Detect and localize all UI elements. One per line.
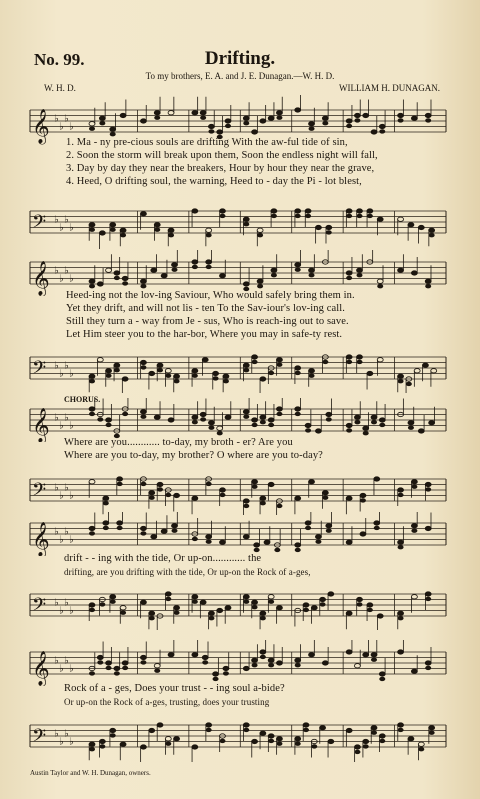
flat-icon: ♭ xyxy=(54,728,59,740)
flat-icon: ♭ xyxy=(54,113,59,125)
flat-icon: ♭ xyxy=(59,605,64,617)
chorus-line-1-top: Where are you............ to-day, my broth - er? Are you xyxy=(64,437,293,448)
flat-icon: ♭ xyxy=(54,265,59,277)
treble-clef-icon: 𝄞 xyxy=(32,109,50,144)
treble-staff-5 xyxy=(0,640,480,686)
bass-clef-icon: 𝄢 xyxy=(32,358,47,383)
bass-clef-icon: 𝄢 xyxy=(32,726,47,751)
flat-icon: ♭ xyxy=(59,663,64,675)
verse-4-line-2: Let Him steer you to the har-bor, Where you may in safe-ty rest. xyxy=(66,329,343,340)
flat-icon: ♭ xyxy=(64,113,69,125)
notes xyxy=(89,723,435,762)
treble-clef-icon: 𝄞 xyxy=(32,261,50,296)
verse-3-line-2: Still they turn a - way from Je - sus, Who is reach-ing out to save. xyxy=(66,316,349,327)
verse-1-line-2: Heed-ing not the lov-ing Saviour, Who would safely bring them in. xyxy=(66,290,355,301)
flat-icon: ♭ xyxy=(64,655,69,667)
flat-icon: ♭ xyxy=(59,273,64,285)
flat-icon: ♭ xyxy=(64,482,69,494)
flat-icon: ♭ xyxy=(64,526,69,538)
flat-icon: ♭ xyxy=(64,412,69,424)
flat-icon: ♭ xyxy=(59,368,64,380)
flat-icon: ♭ xyxy=(69,368,74,380)
words-credit: W. H. D. xyxy=(44,83,76,93)
bass-clef-icon: 𝄢 xyxy=(32,480,47,505)
chorus-line-1-bottom: Where are you to-day, my brother? O where are you to-day? xyxy=(64,450,323,461)
flat-icon: ♭ xyxy=(69,222,74,234)
treble-staff-3 xyxy=(0,398,480,442)
treble-staff-4 xyxy=(0,512,480,556)
flat-icon: ♭ xyxy=(69,534,74,546)
flat-icon: ♭ xyxy=(59,420,64,432)
notes xyxy=(89,592,431,630)
hymn-title: Drifting. xyxy=(204,48,276,69)
flat-icon: ♭ xyxy=(69,121,74,133)
flat-icon: ♭ xyxy=(59,490,64,502)
flat-icon: ♭ xyxy=(64,597,69,609)
notes xyxy=(89,512,431,552)
flat-icon: ♭ xyxy=(64,360,69,372)
music-credit: WILLIAM H. DUNAGAN. xyxy=(339,83,440,93)
notes xyxy=(89,209,435,249)
verse-2-line-1: 2. Soon the storm will break upon them, Soon the endless night will fall, xyxy=(66,150,378,161)
bass-clef-icon: 𝄢 xyxy=(32,595,47,620)
treble-clef-icon: 𝄞 xyxy=(32,408,50,442)
bass-staff-4 xyxy=(0,580,480,630)
flat-icon: ♭ xyxy=(69,490,74,502)
flat-icon: ♭ xyxy=(59,222,64,234)
flat-icon: ♭ xyxy=(59,121,64,133)
bass-staff-2 xyxy=(0,343,480,393)
flat-icon: ♭ xyxy=(54,526,59,538)
notes xyxy=(89,95,431,139)
flat-icon: ♭ xyxy=(54,655,59,667)
verse-4-line-1: 4. Heed, O drifting soul, the warning, Heed to - day the Pi - lot blest, xyxy=(66,176,362,187)
bass-staff-3 xyxy=(0,465,480,515)
bass-clef-icon: 𝄢 xyxy=(32,212,47,237)
notes xyxy=(89,640,431,681)
flat-icon: ♭ xyxy=(59,736,64,748)
dedication: To my brothers, E. A. and J. E. Dunagan.—W. H. D. xyxy=(145,71,335,81)
flat-icon: ♭ xyxy=(64,214,69,226)
verse-3-line-1: 3. Day by day they near the breakers, Hour by hour they near the grave, xyxy=(66,163,375,174)
notes xyxy=(89,398,435,438)
chorus-line-2-top: drift - - ing with the tide, Or up-on............ the xyxy=(64,553,262,564)
flat-icon: ♭ xyxy=(54,482,59,494)
chorus-line-2-bottom: drifting, are you drifting with the tide, Or up-on the Rock of a-ges, xyxy=(64,567,311,577)
flat-icon: ♭ xyxy=(54,360,59,372)
chorus-label: CHORUS. xyxy=(64,395,101,404)
flat-icon: ♭ xyxy=(59,534,64,546)
bass-staff-1 xyxy=(0,192,480,252)
chorus-line-3-bottom: Or up-on the Rock of a-ges, trusting, does your trusting xyxy=(64,697,270,707)
flat-icon: ♭ xyxy=(69,663,74,675)
flat-icon: ♭ xyxy=(54,214,59,226)
chorus-line-3-top: Rock of a - ges, Does your trust - - ing soul a-bide? xyxy=(64,683,285,694)
treble-clef-icon: 𝄞 xyxy=(32,522,50,556)
flat-icon: ♭ xyxy=(64,265,69,277)
hymn-number: No. 99. xyxy=(34,50,85,69)
flat-icon: ♭ xyxy=(54,412,59,424)
flat-icon: ♭ xyxy=(54,597,59,609)
verse-2-line-2: Yet they drift, and will not lis - ten To the Sav-iour's lov-ing call. xyxy=(66,303,345,314)
verse-1-line-1: 1. Ma - ny pre-cious souls are drifting With the aw-ful tide of sin, xyxy=(66,137,348,148)
staff-lines xyxy=(30,479,446,501)
flat-icon: ♭ xyxy=(64,728,69,740)
flat-icon: ♭ xyxy=(69,420,74,432)
bass-staff-5 xyxy=(0,710,480,762)
notes xyxy=(89,250,431,291)
flat-icon: ♭ xyxy=(69,736,74,748)
treble-clef-icon: 𝄞 xyxy=(32,651,50,686)
flat-icon: ♭ xyxy=(69,273,74,285)
flat-icon: ♭ xyxy=(69,605,74,617)
footer-credit: Austin Taylor and W. H. Dunagan, owners. xyxy=(30,769,151,777)
